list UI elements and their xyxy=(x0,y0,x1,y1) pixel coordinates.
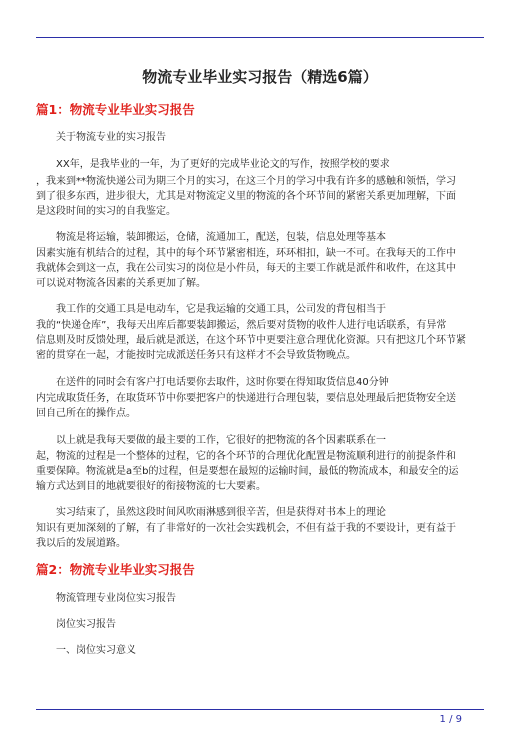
paragraph-line: 物流是将运输，装卸搬运，仓储，流通加工，配送，包装，信息处理等基本 xyxy=(56,232,386,243)
paragraph-line: ，我来到**物流快递公司为期三个月的实习，在这三个月的学习中我有许多的感触和领悟，学习 xyxy=(36,176,456,187)
page-number: 1 / 9 xyxy=(439,714,462,725)
paragraph-line: 可以说对物流各因素的关系更加了解。 xyxy=(36,278,206,289)
section-heading-2: 篇2：物流专业毕业实习报告 xyxy=(36,562,195,577)
paragraph-line: 我就体会到这一点，我在公司实习的岗位是小件员，每天的主要工作就是派件和收件，在这其中 xyxy=(36,263,456,274)
section-line: 岗位实习报告 xyxy=(56,619,116,630)
paragraph-line: 起，物流的过程是一个整体的过程，它的各个环节的合理优化配置是物流顺利进行的前提条件和 xyxy=(36,451,456,462)
section-line: 一、岗位实习意义 xyxy=(56,645,136,656)
paragraph-line: 信息则及时反馈处理，最后就是派送，在这个环节中更要注意合理优化资源。只有把这几个环节紧 xyxy=(36,335,466,346)
paragraph-line: 在送件的同时会有客户打电话要你去取件，这时你要在得知取货信息40分钟 xyxy=(56,377,389,388)
paragraph-line: 重要保障。物流就是a至b的过程，但是要想在最短的运输时间，最低的物流成本，和最安全的运 xyxy=(36,466,459,477)
paragraph-line: 我的“快递仓库”，我每天出库后都要装卸搬运，然后要对货物的收件人进行电话联系，有异常 xyxy=(36,320,447,331)
paragraph-line: 实习结束了，虽然这段时间风吹雨淋感到很辛苦，但是获得对书本上的理论 xyxy=(56,507,386,518)
paragraph-line: 因素实施有机结合的过程，其中的每个环节紧密相连，环环相扣，缺一不可。在我每天的工作中 xyxy=(36,248,456,259)
paragraph-line: 输方式达到目的地就要很好的衔接物流的七大要素。 xyxy=(36,481,266,492)
section-line: 物流管理专业岗位实习报告 xyxy=(56,593,176,604)
paragraph-line: 是这段时间的实习的自我鉴定。 xyxy=(36,206,176,217)
header-rule xyxy=(36,37,484,38)
paragraph-line: 我工作的交通工具是电动车，它是我运输的交通工具，公司发的背包相当于 xyxy=(56,304,386,315)
section-heading-1: 篇1：物流专业毕业实习报告 xyxy=(36,102,195,117)
paragraph-line: 密的贯穿在一起，才能按时完成派送任务只有这样才不会导致货物晚点。 xyxy=(36,350,356,361)
section-subtitle: 关于物流专业的实习报告 xyxy=(56,132,166,143)
document-title: 物流专业毕业实习报告（精选6篇） xyxy=(142,68,378,86)
paragraph-line: 以上就是我每天要做的最主要的工作，它很好的把物流的各个因素联系在一 xyxy=(56,435,386,446)
paragraph-line: XX年，是我毕业的一年，为了更好的完成毕业论文的写作，按照学校的要求 xyxy=(56,159,390,170)
paragraph-line: 回自己所在的操作点。 xyxy=(36,408,136,419)
paragraph-line: 内完成取货任务，在取货环节中你要把客户的快递进行合理包装，要信息处理最后把货物安全送 xyxy=(36,393,456,404)
paragraph-line: 我以后的发展道路。 xyxy=(36,538,126,549)
footer-rule xyxy=(36,709,484,710)
paragraph-line: 到了很多东西，进步很大，尤其是对物流定义里的物流的各个环节间的紧密关系更加理解，下面 xyxy=(36,191,456,202)
paragraph-line: 知识有更加深刻的了解，有了非常好的一次社会实践机会，不但有益于我的不要设计，更有益于 xyxy=(36,523,456,534)
